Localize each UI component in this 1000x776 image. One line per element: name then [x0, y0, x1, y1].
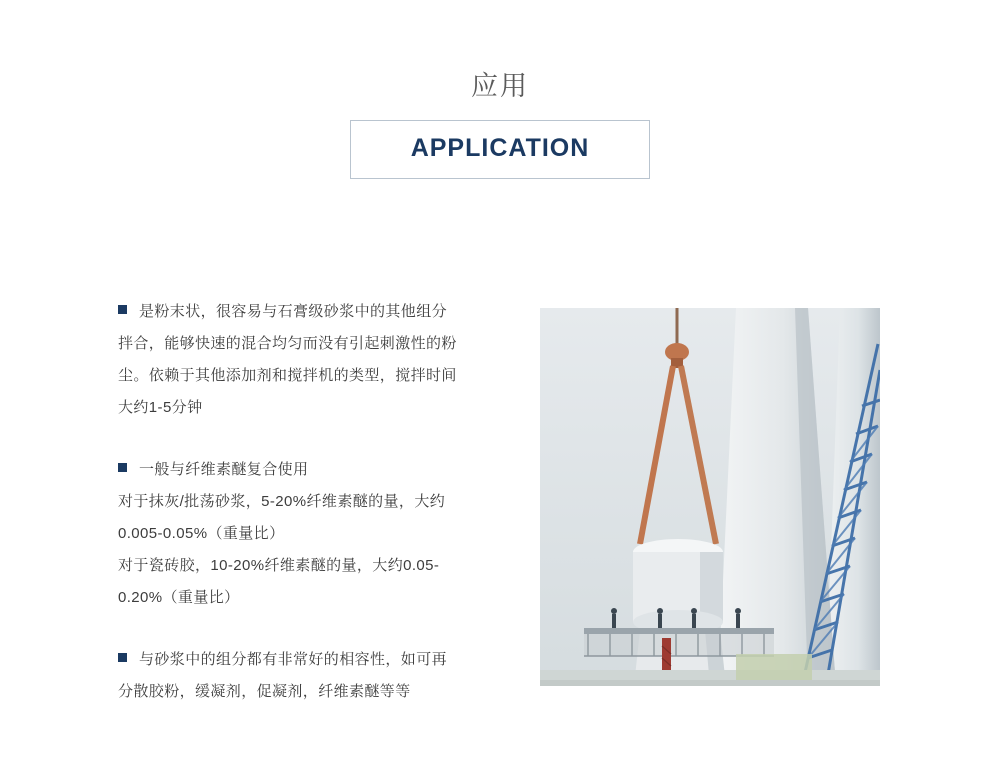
- content-block-first-line: [118, 644, 508, 676]
- content-block: [118, 296, 508, 424]
- content-block: [118, 454, 508, 614]
- content-line: 拌合，能够快速的混合均匀而没有引起刺激性的粉: [118, 335, 457, 352]
- text-column: [118, 296, 508, 708]
- content-line: 大约1-5分钟: [118, 399, 203, 416]
- square-bullet-icon: [118, 653, 127, 662]
- content-line: 分散胶粉，缓凝剂，促凝剂，纤维素醚等等: [118, 683, 411, 700]
- content-block: [118, 644, 508, 708]
- content-line: 对于瓷砖胶，10-20%纤维素醚的量，大约0.05-: [118, 557, 440, 574]
- page-title-en-box: [350, 120, 651, 179]
- content-block-lead: 是粉末状，很容易与石膏级砂浆中的其他组分: [139, 303, 448, 320]
- content-line: 尘。依赖于其他添加剂和搅拌机的类型，搅拌时间: [118, 367, 457, 384]
- content-block-first-line: [118, 454, 508, 486]
- page-title-cn: 应用: [471, 71, 529, 101]
- content-line: 0.005-0.05%（重量比）: [118, 525, 285, 542]
- square-bullet-icon: [118, 463, 127, 472]
- photo-illustration: [540, 308, 880, 686]
- content-area: [0, 296, 1000, 700]
- content-block-lead: 与砂浆中的组分都有非常好的相容性，如可再: [139, 651, 448, 668]
- wind-turbine-construction-photo: [540, 308, 880, 686]
- content-block-lead: 一般与纤维素醚复合使用: [139, 461, 309, 478]
- content-block-first-line: [118, 296, 508, 328]
- page-header: [0, 70, 1000, 179]
- content-line: 0.20%（重量比）: [118, 589, 240, 606]
- page-title-en: APPLICATION: [410, 134, 590, 163]
- content-line: 对于抹灰/批荡砂浆，5-20%纤维素醚的量，大约: [118, 493, 446, 510]
- square-bullet-icon: [118, 305, 127, 314]
